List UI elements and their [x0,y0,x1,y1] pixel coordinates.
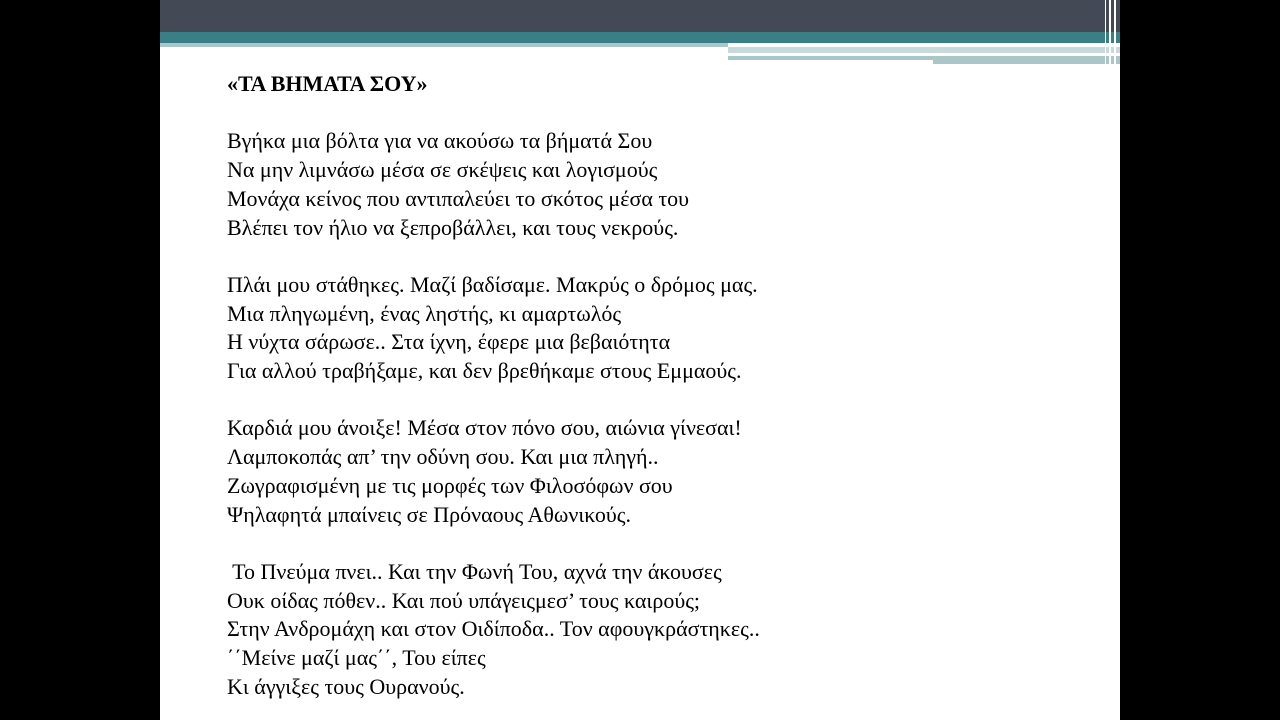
poem-line: Να μην λιμνάσω μέσα σε σκέψεις και λογισμούς [227,157,658,183]
poem-body [227,70,1087,701]
stanza-3 [227,414,1087,529]
presentation-slide [160,0,1120,720]
poem-line: Ψηλαφητά μπαίνεις σε Πρόναους Αθωνικούς. [227,501,631,527]
poem-line: Το Πνεύμα πνει.. Και την Φωνή Του, αχνά την άκουσες [227,558,722,584]
poem-line: Κι άγγιξες τους Ουρανούς. [227,673,465,699]
poem-line: Στην Ανδρομάχη και στον Οιδίποδα.. Τον αφουγκράστηκες.. [227,616,760,642]
stanza-1 [227,127,1087,242]
poem-line: Βλέπει τον ήλιο να ξεπροβάλλει, και τους νεκρούς. [227,214,679,240]
poem-line: Ζωγραφισμένη με τις μορφές των Φιλοσόφων σου [227,472,673,498]
poem-line: Καρδιά μου άνοιξε! Μέσα στον πόνο σου, αιώνια γίνεσαι! [227,415,742,441]
slide-accent-gap [728,60,933,64]
poem-line: ΄΄Μείνε μαζί μας΄΄, Του είπες [227,645,486,670]
stanza-4 [227,558,1087,702]
slide-header-bar [160,0,1120,32]
stanza-2 [227,271,1087,386]
poem-line: Πλάι μου στάθηκες. Μαζί βαδίσαμε. Μακρύς ο δρόμος μας. [227,271,758,297]
poem-line: Ουκ οίδας πόθεν.. Και πού υπάγειςμεσ’ τους καιρούς; [227,587,701,613]
poem-line: Μονάχα κείνος που αντιπαλεύει το σκότος μέσα του [227,185,690,211]
slide-accent-stripe-right [728,47,1120,53]
poem-line: Λαμποκοπάς απ’ την οδύνη σου. Και μια πληγή.. [227,444,659,470]
slide-accent-bar [160,32,1120,43]
poem-line: Για αλλού τραβήξαμε, και δεν βρεθήκαμε στους Εμμαούς. [227,358,742,383]
poem-line: Βγήκα μια βόλτα για να ακούσω τα βήματά Σου [227,128,653,154]
corner-decoration [1092,0,1120,64]
poem-line: Μια πληγωμένη, ένας ληστής, κι αμαρτωλός [227,300,622,326]
slide-accent-stripe [160,43,728,47]
poem-title: «ΤΑ ΒΗΜΑΤΑ ΣΟΥ» [227,71,428,96]
poem-line: Η νύχτα σάρωσε.. Στα ίχνη, έφερε μια βεβαιότητα [227,329,671,355]
